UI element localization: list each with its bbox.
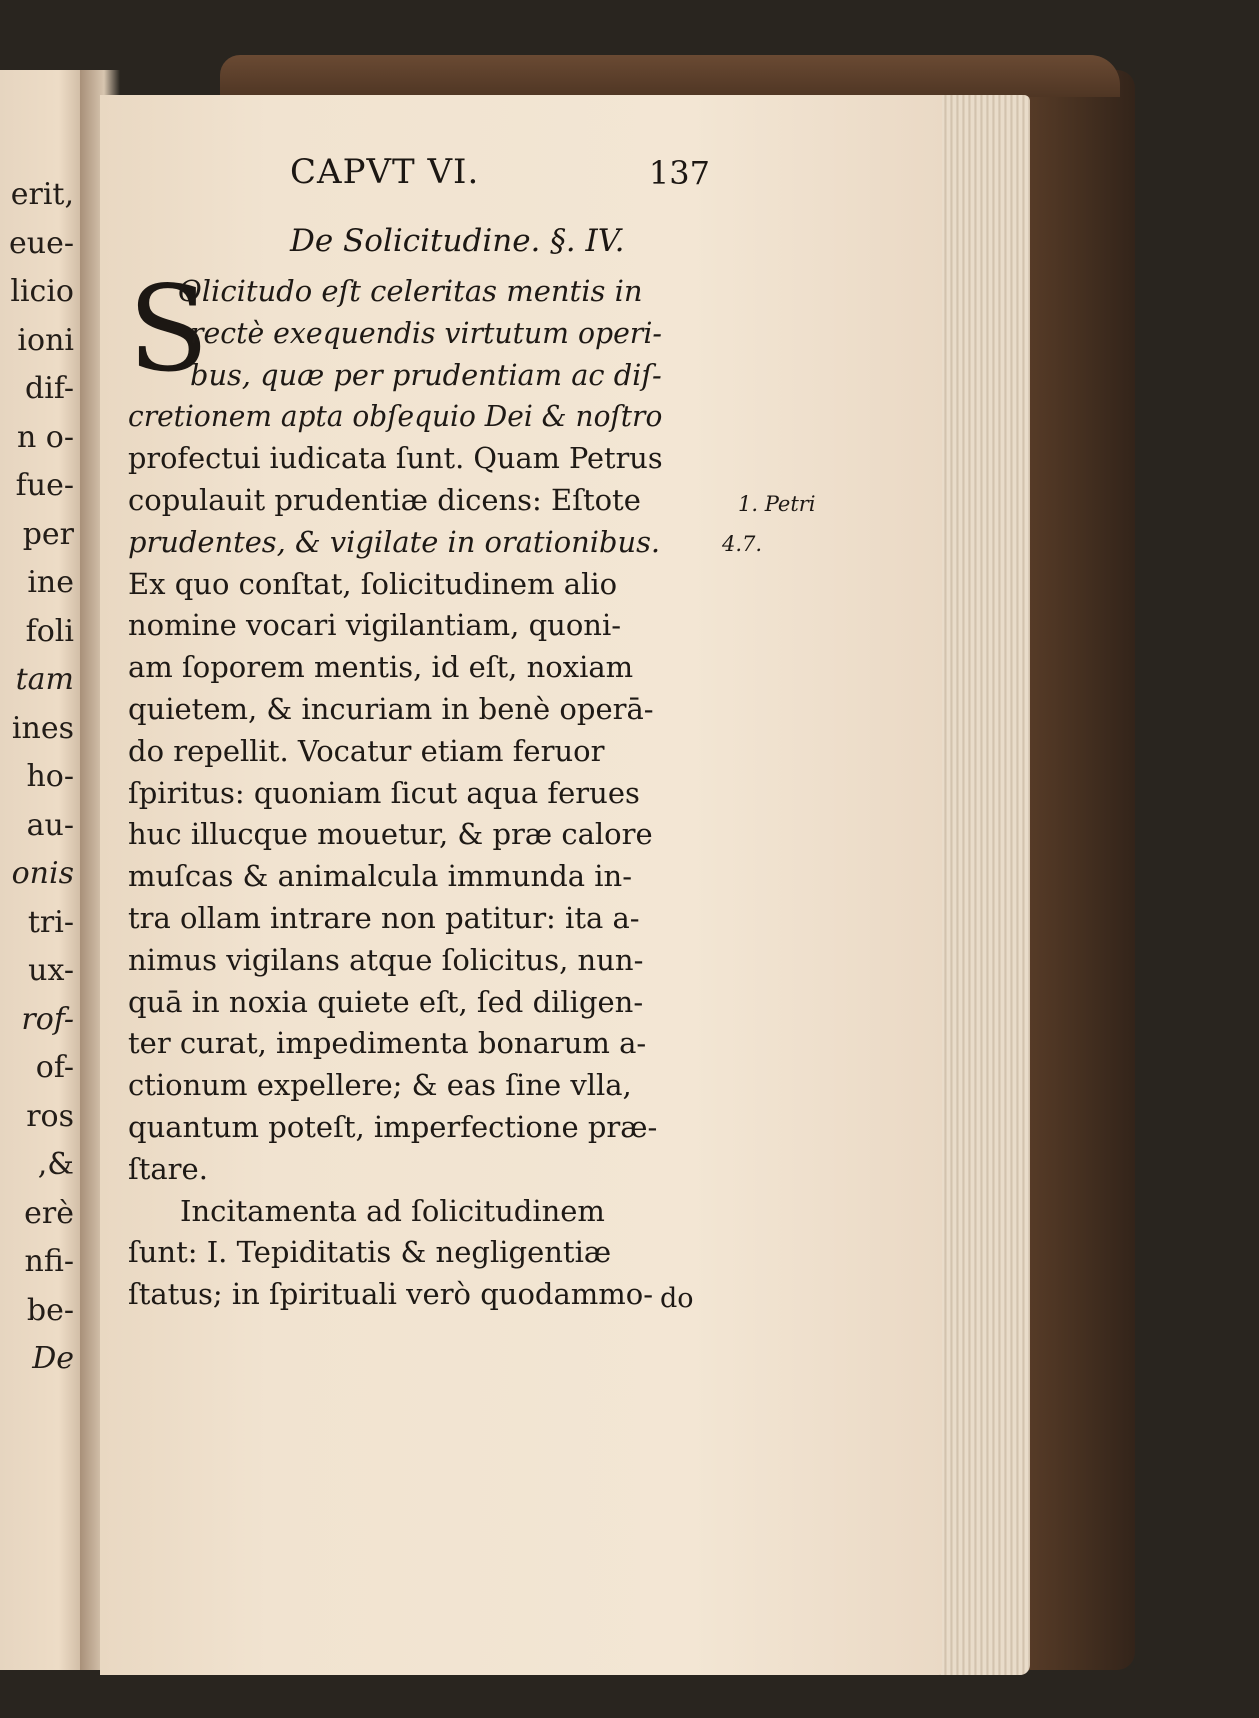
left-page-line: ros	[26, 1098, 74, 1134]
body-line: quā in noxia quiete eſt, ſed diligen-	[128, 984, 644, 1019]
left-page-line: nfi-	[24, 1244, 74, 1279]
body-line: Ex quo conſtat, ſolicitudinem alio	[128, 566, 618, 601]
body-line: copulauit prudentiæ dicens: Eſtote	[128, 483, 641, 517]
body-line: ter curat, impedimenta bonarum a-	[128, 1026, 647, 1061]
left-page-line: ux-	[28, 953, 74, 988]
left-page-line: be-	[26, 1292, 74, 1328]
body-line: Incitamenta ad ſolicitudinem	[180, 1193, 605, 1228]
left-page-line: ioni	[17, 322, 74, 358]
margin-note-verse: 4.7.	[722, 532, 763, 556]
body-line: tra ollam intrare non patitur: ita a-	[128, 901, 640, 935]
body-line: nimus vigilans atque ſolicitus, nun-	[128, 942, 644, 977]
body-line: do repellit. Vocatur etiam feruor	[128, 733, 605, 768]
body-line: ctionum expellere; & eas ſine vlla,	[128, 1068, 632, 1103]
body-line: Olicitudo eſt celeritas mentis in	[178, 274, 643, 308]
left-page-line: au-	[26, 807, 74, 843]
left-page-line: erit,	[10, 177, 74, 212]
body-line: rectè exequendis virtutum operi-	[190, 315, 662, 350]
body-line: profectui iudicata ſunt. Quam Petrus	[128, 441, 663, 476]
left-page-line: onis	[11, 856, 74, 891]
page-number: 137	[648, 154, 710, 192]
left-page	[0, 70, 84, 1670]
body-line: ſtatus; in ſpirituali verò quodammo-	[128, 1277, 654, 1312]
body-line: ſtare.	[128, 1151, 208, 1186]
page-header	[290, 152, 710, 202]
body-line: ſpiritus: quoniam ſicut aqua ferues	[128, 775, 640, 810]
running-head: CAPVT VI.	[290, 152, 480, 192]
body-line: quietem, & incuriam in benè operā-	[128, 692, 654, 726]
body-line: ſunt: I. Tepiditatis & negligentiæ	[128, 1235, 612, 1270]
drop-cap: S	[128, 260, 209, 398]
margin-note-reference: 1. Petri	[738, 492, 816, 516]
body-line: nomine vocari vigilantiam, quoni-	[128, 608, 622, 643]
left-page-line: ,&	[37, 1147, 74, 1182]
body-line: am ſoporem mentis, id eſt, noxiam	[128, 650, 634, 685]
book-headband	[220, 55, 1120, 97]
left-page-line: ines	[11, 710, 74, 746]
body-line: prudentes, & vigilate in orationibus.	[128, 524, 661, 559]
catchword: do	[660, 1283, 694, 1314]
section-title: De Solicitudine. §. IV.	[290, 223, 625, 259]
left-page-line: ine	[27, 565, 74, 600]
left-page-line: De	[32, 1341, 74, 1376]
body-line: huc illucque mouetur, & præ calore	[128, 817, 653, 852]
left-page-line: rof-	[21, 1001, 74, 1037]
left-page-line: per	[22, 516, 74, 552]
left-page-line: eue-	[9, 225, 74, 261]
body-line: muſcas & animalcula immunda in-	[128, 859, 633, 894]
page-fore-edge	[935, 95, 1030, 1675]
left-page-line: ho-	[26, 759, 74, 794]
body-line: quantum poteſt, imperfectione præ-	[128, 1110, 658, 1144]
left-page-line: fue-	[15, 468, 74, 503]
left-page-line: licio	[10, 274, 74, 309]
body-line: cretionem apta obſequio Dei & noſtro	[128, 399, 663, 434]
left-page-line: tam	[15, 662, 74, 697]
left-page-line: foli	[25, 613, 74, 649]
left-page-line: erè	[24, 1195, 74, 1231]
left-page-line: n o-	[16, 419, 74, 455]
left-page-line: of-	[35, 1050, 74, 1085]
left-page-line: tri-	[27, 904, 74, 940]
body-line: bus, quæ per prudentiam ac diſ-	[190, 357, 662, 392]
left-page-line: dif-	[25, 371, 74, 406]
